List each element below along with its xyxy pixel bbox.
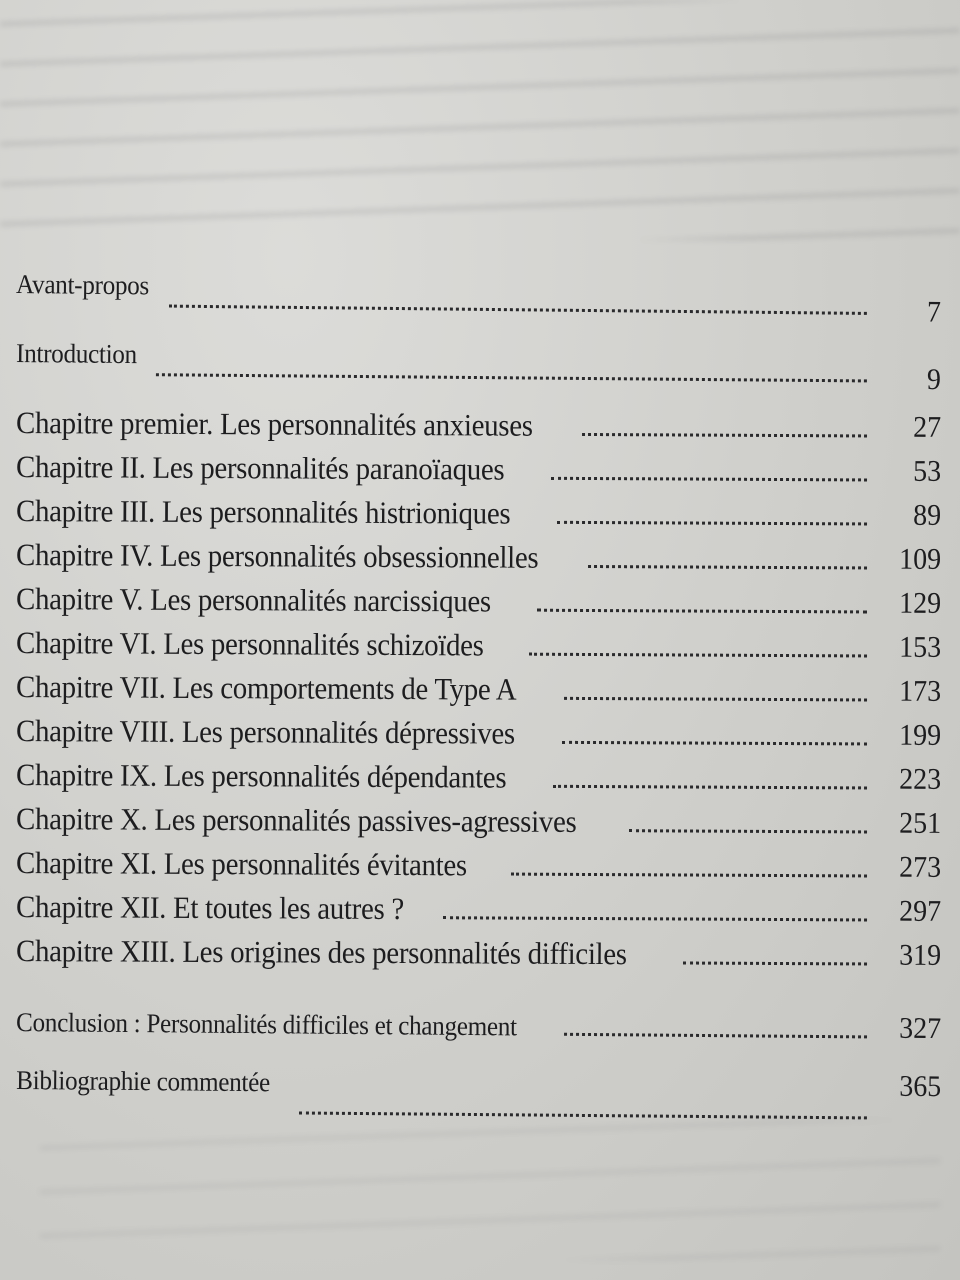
- toc-entry-introduction: [15, 327, 942, 397]
- toc-entry-chapter-9: [16, 750, 941, 795]
- dot-leader: [156, 372, 867, 382]
- toc-entry-avant-propos: [15, 258, 942, 329]
- toc-entry-chapter-7: [16, 662, 941, 707]
- toc-title: Chapitre V. Les personnalités narcissiques: [15, 581, 492, 619]
- toc-page-number: 365: [899, 1069, 942, 1104]
- dot-leader: [169, 304, 867, 315]
- toc-title: Bibliographie commentée: [16, 1065, 271, 1098]
- dot-leader: [551, 476, 867, 482]
- toc-entry-chapter-5: [16, 574, 941, 619]
- toc-title: Chapitre premier. Les personnalités anxieuses: [15, 405, 533, 443]
- toc-title: Chapitre IX. Les personnalités dépendantes: [15, 757, 507, 795]
- toc-page-number: 297: [899, 894, 942, 928]
- toc-page-number: 273: [899, 850, 942, 884]
- toc-title: Chapitre IV. Les personnalités obsessionnelles: [15, 537, 539, 575]
- dot-leader: [511, 872, 867, 878]
- toc-page-number: 89: [913, 498, 942, 532]
- toc-title: Chapitre VIII. Les personnalités dépressives: [15, 713, 515, 751]
- toc-page-number: 251: [899, 806, 942, 840]
- toc-title: Chapitre VI. Les personnalités schizoïdes: [15, 625, 484, 663]
- toc-page-number: 129: [899, 586, 942, 620]
- toc-title: Chapitre XIII. Les origines des personnalités difficiles: [15, 933, 627, 972]
- toc-title: Avant-propos: [15, 269, 150, 301]
- toc-title: Chapitre XII. Et toutes les autres ?: [15, 889, 405, 927]
- toc-page-number: 109: [899, 542, 942, 576]
- toc-entry-chapter-6: [16, 618, 941, 663]
- toc-entry-chapter-11: [16, 838, 941, 883]
- toc-page-number: 327: [899, 1011, 942, 1046]
- toc-page-number: 319: [899, 938, 942, 972]
- toc-entry-chapter-2: [16, 442, 941, 487]
- toc-title: Chapitre X. Les personnalités passives-agressives: [15, 801, 577, 839]
- toc-title: Conclusion : Personnalités difficiles et changement: [15, 1007, 517, 1042]
- toc-page-number: 199: [899, 718, 942, 752]
- toc-entry-chapter-8: [16, 706, 941, 751]
- dot-leader: [443, 915, 867, 921]
- dot-leader: [683, 960, 867, 965]
- dot-leader: [564, 696, 867, 702]
- dot-leader: [588, 564, 867, 569]
- toc-page-number: 7: [926, 295, 942, 329]
- toc-page-number: 223: [899, 762, 942, 796]
- toc-entry-chapter-12: [16, 882, 941, 927]
- toc-entry-chapter-4: [16, 530, 941, 575]
- toc-entry-chapter-1: [16, 398, 941, 443]
- toc-entry-bibliographie: [16, 1066, 941, 1114]
- toc-page-number: 27: [913, 410, 942, 444]
- toc-title: Chapitre XI. Les personnalités évitantes: [15, 845, 467, 883]
- dot-leader: [582, 432, 867, 437]
- dot-leader: [564, 1032, 867, 1039]
- dot-leader: [562, 740, 867, 746]
- toc-page-number: 173: [899, 674, 942, 708]
- toc-entry-chapter-13: [16, 926, 941, 971]
- dot-leader: [553, 784, 867, 790]
- toc-entry-chapter-3: [16, 486, 941, 531]
- dot-leader: [299, 1110, 867, 1119]
- toc-page-number: 9: [926, 362, 942, 397]
- toc-title: Chapitre VII. Les comportements de Type A: [15, 669, 517, 707]
- dot-leader: [529, 652, 867, 658]
- dot-leader: [557, 520, 867, 526]
- toc-entry-chapter-10: [16, 794, 941, 839]
- toc-page-number: 53: [913, 454, 942, 488]
- toc-title: Chapitre III. Les personnalités histrioniques: [15, 493, 511, 531]
- dot-leader: [629, 828, 867, 833]
- dot-leader: [537, 608, 867, 614]
- toc-entry-conclusion: [16, 996, 941, 1044]
- toc-page-number: 153: [899, 630, 942, 664]
- toc-title: Chapitre II. Les personnalités paranoïaques: [15, 449, 505, 487]
- toc-title: Introduction: [15, 338, 138, 370]
